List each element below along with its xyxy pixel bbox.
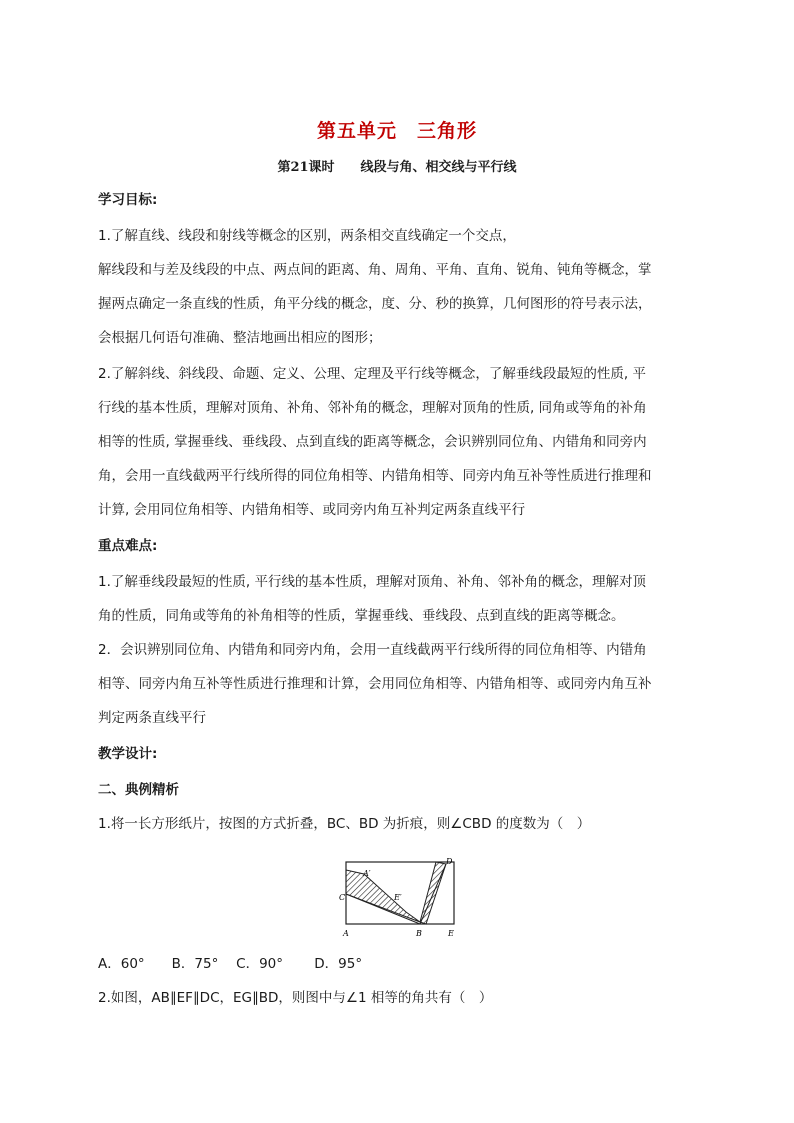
page-title: 第五单元 三角形 xyxy=(316,120,477,142)
objectives-line: 角，会用一直线截两平行线所得的同位角相等、内错角相等、同旁内角互补等性质进行推理和 xyxy=(98,468,652,484)
label-b: B xyxy=(416,929,422,938)
key-points-line: 角的性质，同角或等角的补角相等的性质，掌握垂线、垂线段、点到直线的距离等概念。 xyxy=(98,608,625,624)
question-1-options: A．60° B．75° C．90° D．95° xyxy=(98,956,363,972)
key-points-line: 判定两条直线平行 xyxy=(98,710,206,726)
label-e-prime: E′ xyxy=(394,893,402,902)
key-points-line: 1.了解垂线段最短的性质, 平行线的基本性质，理解对顶角、补角、邻补角的概念，理解对顶 xyxy=(98,574,646,590)
objectives-line: 解线段和与差及线段的中点、两点间的距离、角、周角、平角、直角、锐角、钝角等概念，掌 xyxy=(98,262,652,278)
objectives-line: 会根据几何语句准确、整洁地画出相应的图形； xyxy=(98,330,382,346)
folded-rectangle-figure xyxy=(336,852,460,940)
objectives-line: 2.了解斜线、斜线段、命题、定义、公理、定理及平行线等概念，了解垂线段最短的性质, 平 xyxy=(98,366,646,382)
label-c: C xyxy=(339,893,346,902)
objectives-heading: 学习目标: xyxy=(98,192,158,208)
label-d: D xyxy=(446,857,453,866)
key-points-line: 2．会识辨别同位角、内错角和同旁内角，会用一直线截两平行线所得的同位角相等、内错角 xyxy=(98,642,647,658)
objectives-line: 相等的性质, 掌握垂线、垂线段、点到直线的距离等概念，会识辨别同位角、内错角和同旁内 xyxy=(98,434,647,450)
design-heading: 教学设计: xyxy=(98,746,158,762)
label-e: E xyxy=(448,929,454,938)
key-points-heading: 重点难点: xyxy=(98,538,158,554)
objectives-line: 1.了解直线、线段和射线等概念的区别，两条相交直线确定一个交点， xyxy=(98,228,516,244)
label-a: A xyxy=(343,929,349,938)
left-fold xyxy=(346,870,420,922)
section-heading: 二、典例精析 xyxy=(98,782,179,798)
objectives-line: 握两点确定一条直线的性质，角平分线的概念，度、分、秒的换算，几何图形的符号表示法， xyxy=(98,296,652,312)
question-2-text: 2.如图，AB∥EF∥DC，EG∥BD，则图中与∠1 相等的角共有（ ） xyxy=(98,990,493,1006)
objectives-line: 计算, 会用同位角相等、内错角相等、或同旁内角互补判定两条直线平行 xyxy=(98,502,526,518)
objectives-line: 行线的基本性质，理解对顶角、补角、邻补角的概念，理解对顶角的性质, 同角或等角的补角 xyxy=(98,400,647,416)
key-points-line: 相等、同旁内角互补等性质进行推理和计算，会用同位角相等、内错角相等、或同旁内角互补 xyxy=(98,676,652,692)
label-a-prime: A′ xyxy=(363,869,371,878)
question-1-text: 1.将一长方形纸片，按图的方式折叠，BC、BD 为折痕，则∠CBD 的度数为（ ） xyxy=(98,816,591,832)
lesson-subtitle: 第21课时 线段与角、相交线与平行线 xyxy=(277,160,517,175)
